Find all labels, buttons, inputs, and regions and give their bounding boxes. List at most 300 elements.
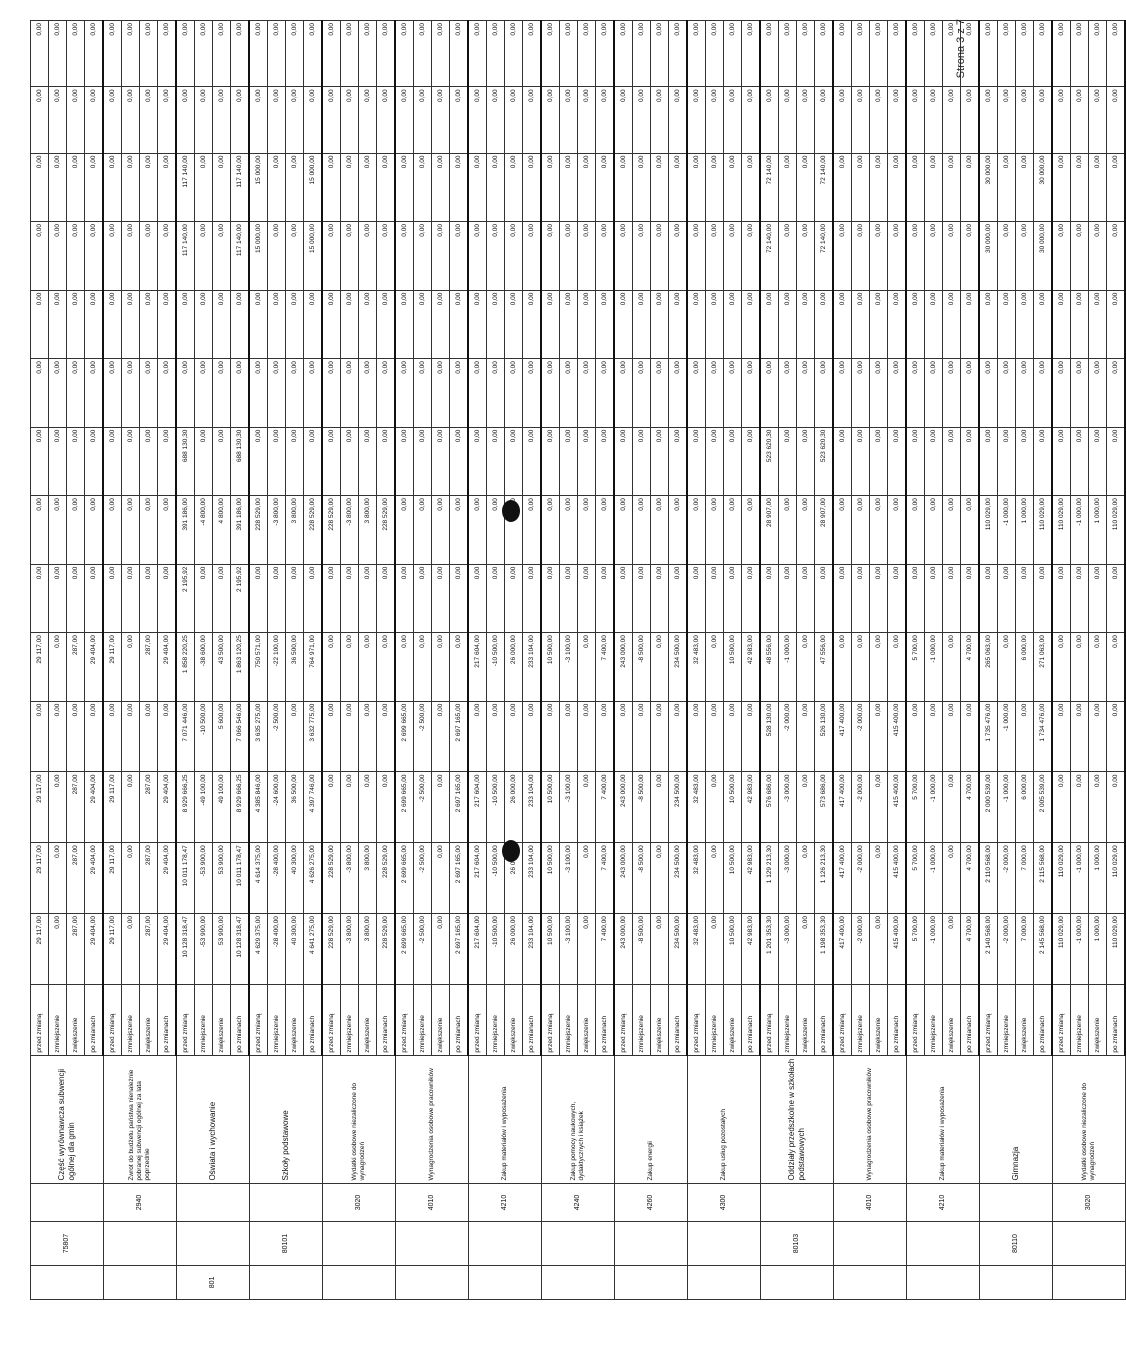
amount-cell: 29 404,00 — [85, 914, 104, 985]
amount-cell: 0,00 — [1071, 701, 1089, 772]
change-type-label: zmniejszenie — [852, 984, 870, 1055]
amount-cell: 29 117,00 — [31, 843, 49, 914]
amount-cell: 0,00 — [578, 701, 596, 772]
amount-cell: 0,00 — [706, 359, 724, 428]
amount-cell: 0,00 — [742, 427, 761, 496]
item-name: Oświata i wychowanie — [176, 1055, 249, 1183]
amount-cell: 0,00 — [1071, 772, 1089, 843]
change-type-label: zmniejszenie — [706, 984, 724, 1055]
amount-cell: 40 300,00 — [286, 843, 304, 914]
amount-cell: 0,00 — [341, 564, 359, 633]
amount-cell: 0,00 — [541, 290, 560, 359]
amount-cell: 0,00 — [67, 359, 85, 428]
amount-cell: 0,00 — [706, 21, 724, 87]
amount-cell: 10 500,00 — [541, 633, 560, 702]
amount-cell: 0,00 — [706, 222, 724, 291]
amount-cell: 0,00 — [687, 359, 706, 428]
amount-cell: 0,00 — [596, 153, 615, 222]
amount-cell: 0,00 — [432, 222, 450, 291]
amount-cell: 1 734 476,00 — [1034, 701, 1053, 772]
change-type-label: przed zmianą — [395, 984, 414, 1055]
amount-cell: 0,00 — [377, 87, 396, 153]
amount-cell: 0,00 — [724, 222, 742, 291]
amount-cell: 0,00 — [742, 359, 761, 428]
amount-cell: 1 735 476,00 — [979, 701, 998, 772]
amount-cell: 0,00 — [998, 290, 1016, 359]
amount-cell: -3 100,00 — [560, 914, 578, 985]
amount-cell: 0,00 — [633, 153, 651, 222]
amount-cell: -8 500,00 — [633, 914, 651, 985]
amount-cell: 10 500,00 — [724, 633, 742, 702]
amount-cell: 10 500,00 — [724, 843, 742, 914]
amount-cell: 0,00 — [1016, 427, 1034, 496]
amount-cell: 0,00 — [870, 290, 888, 359]
amount-cell: 0,00 — [1089, 87, 1107, 153]
amount-cell: 287,00 — [140, 914, 158, 985]
amount-cell: 0,00 — [49, 359, 67, 428]
amount-cell: 523 620,30 — [815, 427, 834, 496]
amount-cell: 0,00 — [724, 290, 742, 359]
amount-cell: 32 483,00 — [687, 772, 706, 843]
amount-cell: 4 614 375,00 — [249, 843, 268, 914]
amount-cell: 0,00 — [706, 153, 724, 222]
change-type-label: zwiększenie — [724, 984, 742, 1055]
amount-cell: 0,00 — [651, 21, 669, 87]
amount-cell: 0,00 — [596, 21, 615, 87]
amount-cell: 3 800,00 — [286, 496, 304, 565]
budget-table — [30, 20, 1126, 1300]
amount-cell: 0,00 — [833, 87, 852, 153]
amount-cell: 0,00 — [341, 772, 359, 843]
amount-cell: 0,00 — [870, 153, 888, 222]
amount-cell: 0,00 — [541, 496, 560, 565]
paragraf-code — [31, 1183, 104, 1222]
amount-cell: 0,00 — [322, 427, 341, 496]
amount-cell: -8 500,00 — [633, 633, 651, 702]
amount-cell: 0,00 — [614, 496, 633, 565]
amount-cell: 573 686,00 — [815, 772, 834, 843]
amount-cell: 0,00 — [724, 153, 742, 222]
amount-cell: 0,00 — [505, 427, 523, 496]
amount-cell: 0,00 — [158, 496, 177, 565]
amount-cell: 48 556,00 — [760, 633, 779, 702]
amount-cell: -2 000,00 — [998, 843, 1016, 914]
amount-cell: 0,00 — [779, 564, 797, 633]
amount-cell: 2 140 568,00 — [979, 914, 998, 985]
amount-cell: 0,00 — [286, 290, 304, 359]
change-type-label: zwiększenie — [1016, 984, 1034, 1055]
amount-cell: 36 500,00 — [286, 772, 304, 843]
amount-cell: 1 000,00 — [1089, 496, 1107, 565]
amount-cell: 1 863 120,25 — [231, 633, 250, 702]
amount-cell: 0,00 — [943, 564, 961, 633]
amount-cell: 228 529,00 — [322, 914, 341, 985]
amount-cell: 0,00 — [322, 222, 341, 291]
amount-cell: 0,00 — [158, 564, 177, 633]
amount-cell: 53 900,00 — [213, 914, 231, 985]
amount-cell: 0,00 — [578, 87, 596, 153]
amount-cell: 8 929 666,25 — [231, 772, 250, 843]
rozdzial-code — [176, 1222, 249, 1265]
amount-cell: 0,00 — [961, 701, 980, 772]
amount-cell: 0,00 — [505, 87, 523, 153]
amount-cell: 0,00 — [906, 290, 925, 359]
amount-cell: 0,00 — [432, 290, 450, 359]
amount-cell: 42 983,00 — [742, 633, 761, 702]
amount-cell: 0,00 — [669, 701, 688, 772]
amount-cell: 32 483,00 — [687, 843, 706, 914]
amount-cell: 0,00 — [286, 222, 304, 291]
rozdzial-code — [1052, 1222, 1125, 1265]
amount-cell: 42 983,00 — [742, 843, 761, 914]
paragraf-code: 2940 — [103, 1183, 176, 1222]
amount-cell: 287,00 — [67, 843, 85, 914]
change-type-label: przed zmianą — [687, 984, 706, 1055]
amount-cell: 0,00 — [998, 564, 1016, 633]
amount-cell: 0,00 — [249, 427, 268, 496]
amount-cell: 30 000,00 — [1034, 222, 1053, 291]
change-type-label: zwiększenie — [505, 984, 523, 1055]
change-type-label: przed zmianą — [1052, 984, 1071, 1055]
amount-cell: -3 800,00 — [341, 843, 359, 914]
amount-cell: 0,00 — [888, 87, 907, 153]
item-name: Zakup usług pozostałych — [687, 1055, 760, 1183]
amount-cell: 287,00 — [140, 843, 158, 914]
amount-cell: 0,00 — [1089, 359, 1107, 428]
amount-cell: 0,00 — [797, 914, 815, 985]
amount-cell: 0,00 — [140, 564, 158, 633]
amount-cell: 0,00 — [322, 290, 341, 359]
amount-cell: 287,00 — [67, 914, 85, 985]
amount-cell: 6 000,00 — [1016, 772, 1034, 843]
amount-cell: 228 529,00 — [377, 496, 396, 565]
amount-cell: 0,00 — [943, 21, 961, 87]
amount-cell: 228 529,00 — [322, 843, 341, 914]
amount-cell: 0,00 — [67, 701, 85, 772]
amount-cell: -8 500,00 — [633, 772, 651, 843]
amount-cell: 0,00 — [870, 427, 888, 496]
amount-cell: 0,00 — [578, 496, 596, 565]
amount-cell: 0,00 — [322, 21, 341, 87]
change-type-label: zmniejszenie — [122, 984, 140, 1055]
amount-cell: 0,00 — [1034, 21, 1053, 87]
paragraf-code: 4260 — [614, 1183, 687, 1222]
amount-cell: 0,00 — [633, 564, 651, 633]
amount-cell: 0,00 — [888, 564, 907, 633]
amount-cell: 0,00 — [706, 843, 724, 914]
amount-cell: 5 600,00 — [213, 701, 231, 772]
change-type-label: po zmianach — [377, 984, 396, 1055]
amount-cell: 0,00 — [614, 359, 633, 428]
amount-cell: 0,00 — [1071, 564, 1089, 633]
amount-cell: 0,00 — [268, 153, 286, 222]
amount-cell: 0,00 — [669, 290, 688, 359]
amount-cell: 0,00 — [49, 564, 67, 633]
amount-cell: 0,00 — [158, 21, 177, 87]
amount-cell: 0,00 — [176, 359, 195, 428]
amount-cell: 0,00 — [122, 153, 140, 222]
amount-cell: 3 635 275,00 — [249, 701, 268, 772]
amount-cell: 0,00 — [249, 290, 268, 359]
rozdzial-code — [687, 1222, 760, 1265]
amount-cell: 0,00 — [596, 701, 615, 772]
amount-cell: 0,00 — [140, 427, 158, 496]
amount-cell: 7 000,00 — [1016, 914, 1034, 985]
amount-cell: 0,00 — [669, 427, 688, 496]
amount-cell: 0,00 — [304, 427, 323, 496]
amount-cell: 0,00 — [1089, 772, 1107, 843]
item-name: Zakup materiałów i wyposażenia — [468, 1055, 541, 1183]
amount-cell: 1 000,00 — [1089, 843, 1107, 914]
amount-cell: 233 104,00 — [523, 843, 542, 914]
amount-cell: 0,00 — [103, 427, 122, 496]
amount-cell: 7 000,00 — [1016, 843, 1034, 914]
amount-cell: 10 128 318,47 — [176, 914, 195, 985]
amount-cell: 0,00 — [560, 290, 578, 359]
amount-cell: 0,00 — [742, 496, 761, 565]
amount-cell: 0,00 — [85, 564, 104, 633]
amount-cell: 0,00 — [669, 87, 688, 153]
amount-cell: 217 604,00 — [468, 633, 487, 702]
amount-cell: 0,00 — [560, 496, 578, 565]
amount-cell: 0,00 — [998, 427, 1016, 496]
amount-cell: 0,00 — [1107, 564, 1126, 633]
amount-cell: 0,00 — [377, 290, 396, 359]
amount-cell: 0,00 — [815, 564, 834, 633]
amount-cell: 0,00 — [596, 564, 615, 633]
amount-cell: 234 500,00 — [669, 772, 688, 843]
amount-cell: 0,00 — [213, 359, 231, 428]
amount-cell: -10 500,00 — [487, 633, 505, 702]
rozdzial-code: 80103 — [760, 1222, 833, 1265]
amount-cell: 0,00 — [103, 153, 122, 222]
change-type-label: po zmianach — [523, 984, 542, 1055]
amount-cell: 4 800,00 — [213, 496, 231, 565]
change-type-label: zwiększenie — [213, 984, 231, 1055]
amount-cell: 415 400,00 — [888, 914, 907, 985]
paragraf-code — [249, 1183, 322, 1222]
amount-cell: 0,00 — [633, 21, 651, 87]
amount-cell: 0,00 — [67, 21, 85, 87]
amount-cell: 10 500,00 — [541, 914, 560, 985]
amount-cell: 0,00 — [341, 701, 359, 772]
amount-cell: 10 128 318,47 — [231, 914, 250, 985]
amount-cell: 0,00 — [870, 21, 888, 87]
amount-cell: 0,00 — [122, 633, 140, 702]
amount-cell: 0,00 — [1052, 222, 1071, 291]
amount-cell: 0,00 — [852, 427, 870, 496]
amount-cell: 0,00 — [687, 153, 706, 222]
dzial-code — [541, 1265, 614, 1299]
amount-cell: 0,00 — [450, 359, 469, 428]
amount-cell: 0,00 — [852, 290, 870, 359]
amount-cell: 0,00 — [742, 564, 761, 633]
amount-cell: 0,00 — [122, 914, 140, 985]
amount-cell: 0,00 — [1034, 87, 1053, 153]
change-type-label: zwiększenie — [432, 984, 450, 1055]
amount-cell: 0,00 — [395, 21, 414, 87]
amount-cell: 0,00 — [523, 87, 542, 153]
change-type-label: zmniejszenie — [414, 984, 432, 1055]
amount-cell: 417 400,00 — [833, 914, 852, 985]
amount-cell: 0,00 — [724, 359, 742, 428]
amount-cell: 0,00 — [523, 359, 542, 428]
amount-cell: 0,00 — [870, 564, 888, 633]
amount-cell: 4 700,00 — [961, 843, 980, 914]
amount-cell: 6 000,00 — [1016, 633, 1034, 702]
amount-cell: 0,00 — [140, 701, 158, 772]
amount-cell: 0,00 — [468, 359, 487, 428]
amount-cell: 0,00 — [1071, 222, 1089, 291]
amount-cell: 0,00 — [122, 359, 140, 428]
amount-cell: 0,00 — [468, 222, 487, 291]
amount-cell: 117 140,00 — [176, 222, 195, 291]
amount-cell: 10 500,00 — [541, 843, 560, 914]
paragraf-code: 3020 — [322, 1183, 395, 1222]
amount-cell: 0,00 — [249, 564, 268, 633]
amount-cell: 0,00 — [249, 87, 268, 153]
amount-cell: 0,00 — [268, 564, 286, 633]
amount-cell: 0,00 — [1071, 21, 1089, 87]
amount-cell: 0,00 — [195, 21, 213, 87]
amount-cell: 15 000,00 — [249, 153, 268, 222]
amount-cell: 0,00 — [614, 153, 633, 222]
amount-cell: 0,00 — [49, 290, 67, 359]
amount-cell: -24 600,00 — [268, 772, 286, 843]
change-type-label: przed zmianą — [906, 984, 925, 1055]
amount-cell: 523 620,30 — [760, 427, 779, 496]
amount-cell: 2 110 568,00 — [979, 843, 998, 914]
amount-cell: 2 699 665,00 — [395, 914, 414, 985]
item-name: Zakup energii — [614, 1055, 687, 1183]
item-name: Zakup pomocy naukowych, dydaktycznych i książek — [541, 1055, 614, 1183]
amount-cell: 0,00 — [724, 21, 742, 87]
amount-cell: 287,00 — [67, 772, 85, 843]
amount-cell: -28 400,00 — [268, 843, 286, 914]
amount-cell: 243 000,00 — [614, 843, 633, 914]
amount-cell: 0,00 — [651, 496, 669, 565]
amount-cell: 2 699 665,00 — [395, 772, 414, 843]
amount-cell: 0,00 — [760, 359, 779, 428]
amount-cell: 110 029,00 — [979, 496, 998, 565]
amount-cell: -8 500,00 — [633, 843, 651, 914]
amount-cell: 0,00 — [322, 701, 341, 772]
amount-cell: 0,00 — [176, 87, 195, 153]
paragraf-code — [176, 1183, 249, 1222]
change-type-label: przed zmianą — [760, 984, 779, 1055]
amount-cell: 0,00 — [49, 427, 67, 496]
amount-cell: 0,00 — [49, 843, 67, 914]
amount-cell: 72 140,00 — [760, 153, 779, 222]
amount-cell: 265 063,00 — [979, 633, 998, 702]
amount-cell: 0,00 — [1071, 359, 1089, 428]
amount-cell: 0,00 — [341, 290, 359, 359]
amount-cell: 233 104,00 — [523, 772, 542, 843]
amount-cell: 0,00 — [122, 427, 140, 496]
table-row — [906, 21, 925, 1300]
amount-cell: 0,00 — [359, 701, 377, 772]
change-type-label: zmniejszenie — [633, 984, 651, 1055]
amount-cell: 228 529,00 — [249, 496, 268, 565]
amount-cell: 234 500,00 — [669, 633, 688, 702]
amount-cell: 0,00 — [31, 496, 49, 565]
amount-cell: 0,00 — [468, 153, 487, 222]
amount-cell: -1 000,00 — [1071, 496, 1089, 565]
amount-cell: 0,00 — [67, 87, 85, 153]
amount-cell: 0,00 — [158, 222, 177, 291]
amount-cell: 0,00 — [578, 21, 596, 87]
amount-cell: 0,00 — [103, 87, 122, 153]
rozdzial-code — [103, 1222, 176, 1265]
table-row — [979, 21, 998, 1300]
amount-cell: 36 500,00 — [286, 633, 304, 702]
amount-cell: 0,00 — [852, 21, 870, 87]
amount-cell: 0,00 — [742, 701, 761, 772]
amount-cell: 0,00 — [414, 153, 432, 222]
amount-cell: 217 604,00 — [468, 914, 487, 985]
amount-cell: 0,00 — [414, 564, 432, 633]
item-name: Wydatki osobowe niezaliczone do wynagrodzeń — [1052, 1055, 1125, 1183]
amount-cell: 0,00 — [541, 701, 560, 772]
amount-cell: 0,00 — [1016, 359, 1034, 428]
amount-cell: 0,00 — [1107, 21, 1126, 87]
amount-cell: 0,00 — [341, 359, 359, 428]
amount-cell: 0,00 — [669, 222, 688, 291]
amount-cell: 0,00 — [706, 914, 724, 985]
amount-cell: 287,00 — [67, 633, 85, 702]
amount-cell: 0,00 — [578, 564, 596, 633]
amount-cell: 0,00 — [49, 914, 67, 985]
amount-cell: 0,00 — [578, 772, 596, 843]
table-row — [541, 21, 560, 1300]
amount-cell: 0,00 — [1034, 359, 1053, 428]
amount-cell: -3 800,00 — [341, 496, 359, 565]
amount-cell: 0,00 — [560, 21, 578, 87]
table-row — [103, 21, 122, 1300]
amount-cell: 0,00 — [943, 843, 961, 914]
amount-cell: 0,00 — [961, 290, 980, 359]
amount-cell: 0,00 — [1107, 153, 1126, 222]
amount-cell: 0,00 — [943, 701, 961, 772]
amount-cell: 0,00 — [925, 359, 943, 428]
amount-cell: 7 400,00 — [596, 843, 615, 914]
amount-cell: 29 404,00 — [85, 633, 104, 702]
amount-cell: 5 700,00 — [906, 914, 925, 985]
amount-cell: 0,00 — [870, 914, 888, 985]
amount-cell: 0,00 — [377, 564, 396, 633]
amount-cell: 0,00 — [706, 427, 724, 496]
amount-cell: 0,00 — [687, 290, 706, 359]
amount-cell: 576 686,00 — [760, 772, 779, 843]
amount-cell: 0,00 — [1052, 633, 1071, 702]
change-type-label: przed zmianą — [979, 984, 998, 1055]
amount-cell: 26 000,00 — [505, 914, 523, 985]
amount-cell: 0,00 — [870, 87, 888, 153]
amount-cell: 30 000,00 — [979, 153, 998, 222]
amount-cell: 53 900,00 — [213, 843, 231, 914]
amount-cell: 0,00 — [414, 290, 432, 359]
amount-cell: 0,00 — [468, 290, 487, 359]
amount-cell: 0,00 — [906, 496, 925, 565]
amount-cell: 3 800,00 — [359, 843, 377, 914]
amount-cell: 0,00 — [1107, 633, 1126, 702]
amount-cell: 0,00 — [779, 87, 797, 153]
rozdzial-code — [833, 1222, 906, 1265]
amount-cell: 0,00 — [779, 359, 797, 428]
amount-cell: 29 117,00 — [31, 914, 49, 985]
amount-cell: 0,00 — [67, 427, 85, 496]
amount-cell: 0,00 — [979, 290, 998, 359]
